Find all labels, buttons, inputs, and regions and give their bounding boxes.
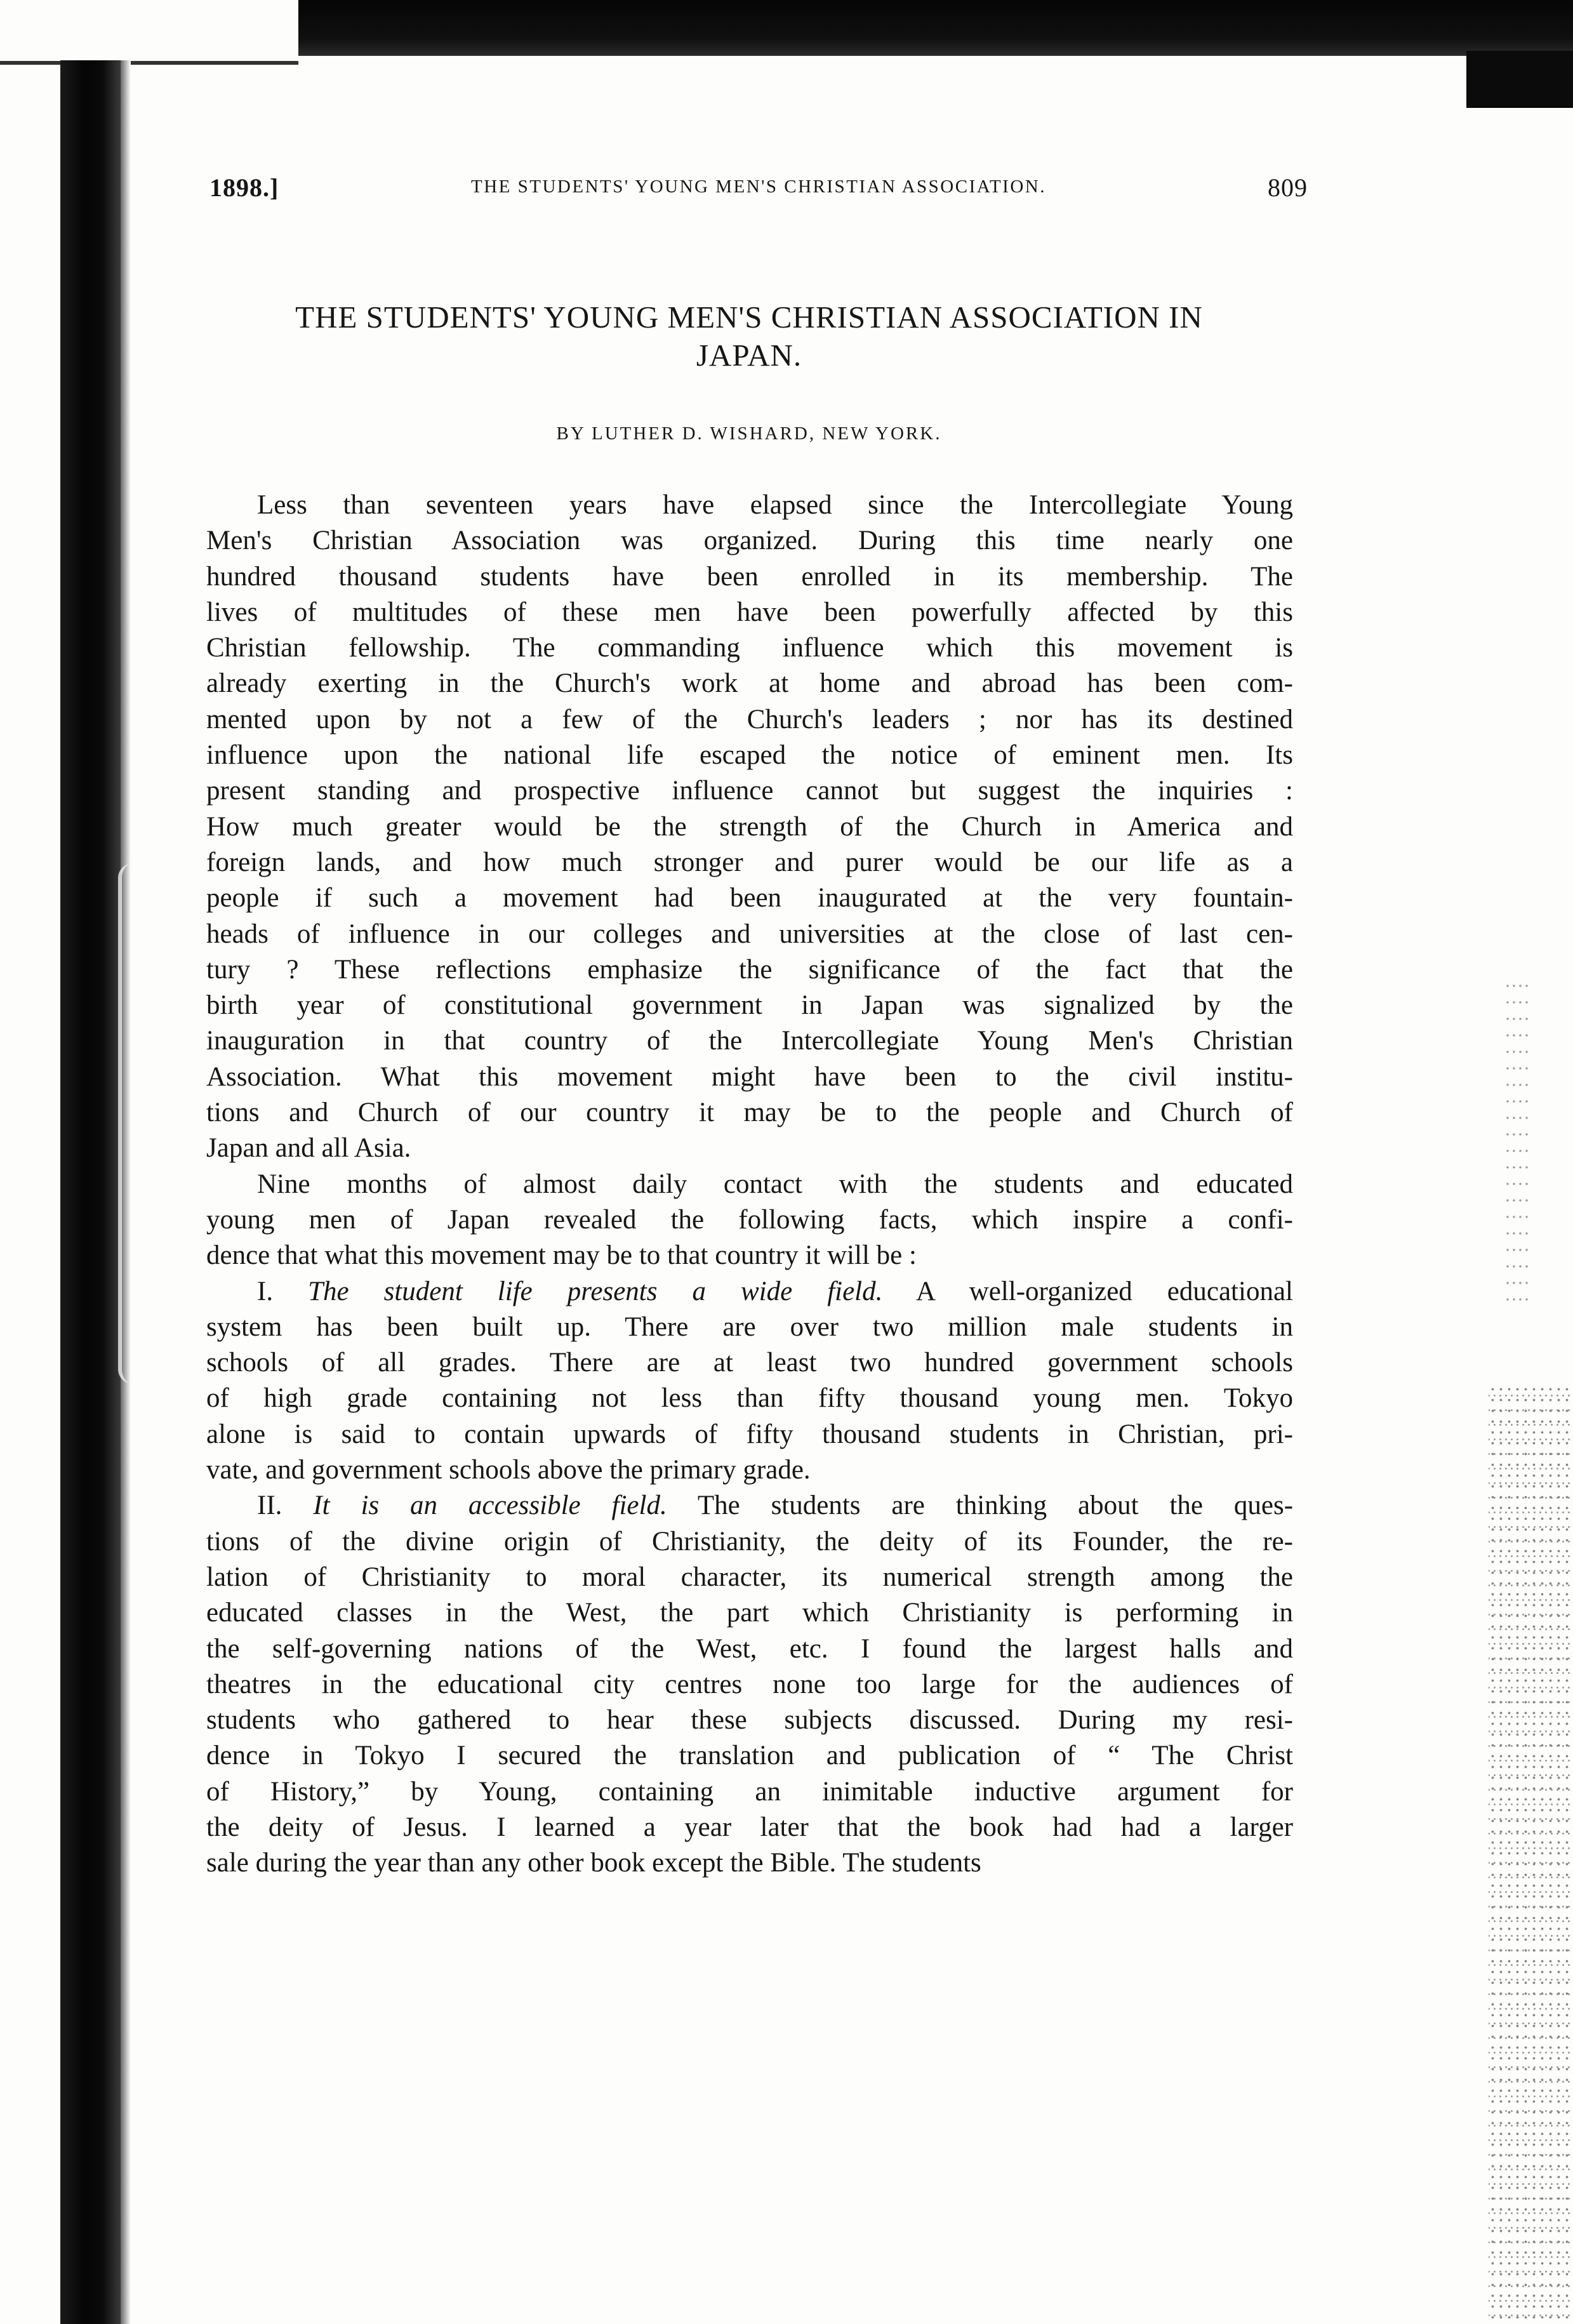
paragraph-line: sale during the year than any other book except the Bible. The students bbox=[206, 1848, 981, 1878]
scan-top-corner bbox=[1466, 51, 1573, 108]
section-numeral: II. bbox=[257, 1491, 314, 1521]
paragraph-line: lation of Christianity to moral character, its numerical strength among the bbox=[206, 1562, 1293, 1592]
paragraph-line: hundred thousand students have been enrolled in its membership. The bbox=[206, 561, 1293, 592]
paragraph-line: of high grade containing not less than fifty thousand young men. Tokyo bbox=[206, 1383, 1293, 1414]
paragraph-line: influence upon the national life escaped the notice of eminent men. Its bbox=[206, 740, 1293, 771]
paragraph-line: lives of multitudes of these men have been powerfully affected by this bbox=[206, 597, 1293, 627]
paragraph-line: inauguration in that country of the Intercollegiate Young Men's Christian bbox=[206, 1026, 1293, 1056]
article-title bbox=[190, 298, 1308, 375]
paragraph-line: students who gathered to hear these subjects discussed. During my resi- bbox=[206, 1705, 1293, 1736]
scan-top-edge-left bbox=[0, 61, 298, 65]
paragraph-line: of History,” by Young, containing an inimitable inductive argument for bbox=[206, 1776, 1293, 1807]
paragraph-line: foreign lands, and how much stronger and purer would be our life as a bbox=[206, 847, 1293, 877]
paragraph-line: heads of influence in our colleges and universities at the close of last cen- bbox=[206, 919, 1293, 949]
running-head-title: THE STUDENTS' YOUNG MEN'S CHRISTIAN ASSOCIATION. bbox=[471, 176, 1046, 197]
paragraph-line bbox=[206, 1274, 1293, 1310]
article-title-line-2: JAPAN. bbox=[696, 338, 802, 373]
scan-page-tear bbox=[118, 863, 147, 1384]
paragraph-line: dence in Tokyo I secured the translation and publication of “ The Christ bbox=[206, 1741, 1293, 1771]
paragraph-line: tions of the divine origin of Christianity, the deity of its Founder, the re- bbox=[206, 1526, 1293, 1557]
paragraph-line: Nine months of almost daily contact with the students and educated bbox=[257, 1169, 1293, 1199]
paragraph-line: Less than seventeen years have elapsed since the Intercollegiate Young bbox=[257, 490, 1293, 520]
paragraph bbox=[206, 1488, 1293, 1881]
paragraph-line: already exerting in the Church's work at home and abroad has been com- bbox=[206, 668, 1293, 699]
byline: BY LUTHER D. WISHARD, NEW YORK. bbox=[556, 423, 942, 444]
paragraph-line: vate, and government schools above the primary grade. bbox=[206, 1455, 811, 1485]
scan-top-edge bbox=[298, 0, 1573, 56]
paragraph-line: mented upon by not a few of the Church's leaders ; nor has its destined bbox=[206, 704, 1293, 734]
paragraph-line: present standing and prospective influence cannot but suggest the inquiries : bbox=[206, 776, 1293, 806]
running-head bbox=[209, 173, 1308, 211]
paragraph-line: dence that what this movement may be to that country it will be : bbox=[206, 1240, 917, 1271]
paragraph-line: alone is said to contain upwards of fifty thousand students in Christian, pri- bbox=[206, 1419, 1293, 1449]
paragraph bbox=[206, 488, 1293, 1167]
paragraph-line: How much greater would be the strength of the Church in America and bbox=[206, 811, 1293, 842]
scan-right-noise bbox=[1489, 1384, 1573, 2324]
paragraph-line: the deity of Jesus. I learned a year later that the book had had a larger bbox=[206, 1812, 1293, 1842]
section-numeral: I. bbox=[257, 1276, 309, 1306]
paragraph-line: tions and Church of our country it may be to the people and Church of bbox=[206, 1098, 1293, 1128]
paragraph-line: tury ? These reflections emphasize the significance of the fact that the bbox=[206, 954, 1293, 985]
paragraph-line bbox=[206, 1488, 1293, 1524]
paragraph-line: Association. What this movement might have been to the civil institu- bbox=[206, 1061, 1293, 1092]
paragraph-line: people if such a movement had been inaugurated at the very fountain- bbox=[206, 883, 1293, 913]
paragraph-line: schools of all grades. There are at least two hundred government schools bbox=[206, 1348, 1293, 1378]
paragraph-line: the self-governing nations of the West, etc. I found the largest halls and bbox=[206, 1633, 1293, 1664]
section-heading: The student life presents a wide field. bbox=[308, 1276, 883, 1306]
paragraph bbox=[206, 1274, 1293, 1489]
scan-right-specks bbox=[1504, 978, 1530, 1308]
page-number: 809 bbox=[1268, 173, 1308, 202]
paragraph-line: Christian fellowship. The commanding influence which this movement is bbox=[206, 633, 1293, 663]
line-text: A well-organized educational bbox=[882, 1276, 1293, 1306]
line-text: The students are thinking about the ques- bbox=[667, 1491, 1294, 1521]
article-title-line-1: THE STUDENTS' YOUNG MEN'S CHRISTIAN ASSOCIATION IN bbox=[295, 300, 1203, 335]
paragraph-line: birth year of constitutional government in Japan was signalized by the bbox=[206, 990, 1293, 1021]
paragraph-line: Men's Christian Association was organized. During this time nearly one bbox=[206, 526, 1293, 556]
running-head-year: 1898.] bbox=[209, 173, 279, 202]
paragraph-line: Japan and all Asia. bbox=[206, 1133, 411, 1164]
paragraph-line: educated classes in the West, the part which Christianity is performing in bbox=[206, 1598, 1293, 1628]
scan-binding-edge bbox=[60, 60, 121, 2324]
paragraph-line: young men of Japan revealed the following facts, which inspire a confi- bbox=[206, 1204, 1293, 1235]
article-body bbox=[206, 488, 1293, 1882]
paragraph-line: system has been built up. There are over two million male students in bbox=[206, 1311, 1293, 1342]
paragraph-line: theatres in the educational city centres none too large for the audiences of bbox=[206, 1669, 1293, 1699]
paragraph bbox=[206, 1167, 1293, 1274]
section-heading: It is an accessible field. bbox=[313, 1491, 667, 1521]
